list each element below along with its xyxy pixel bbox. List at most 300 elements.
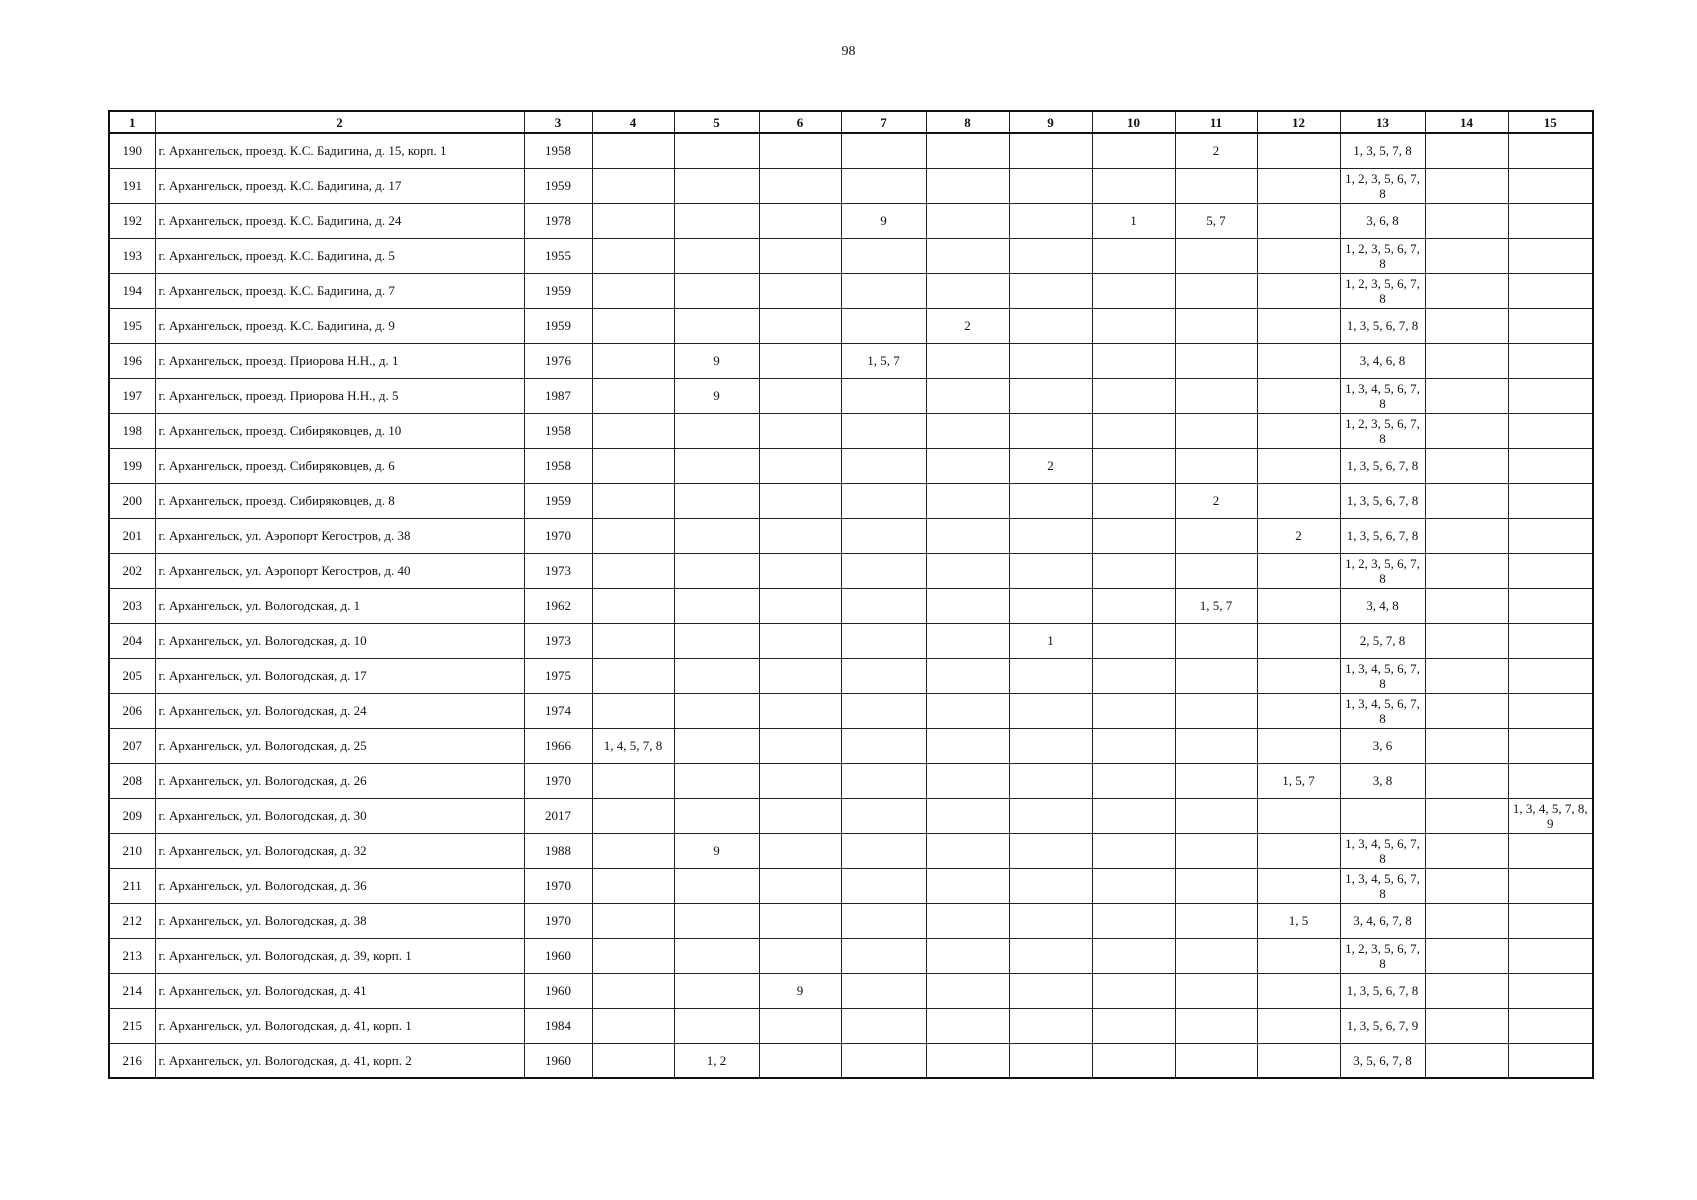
table-cell — [1175, 518, 1257, 553]
table-cell: 1955 — [524, 238, 592, 273]
table-cell — [1425, 448, 1508, 483]
table-cell — [1175, 693, 1257, 728]
table-cell — [674, 588, 759, 623]
table-cell — [1092, 1008, 1175, 1043]
table-cell — [841, 1043, 926, 1078]
column-header-2: 2 — [155, 111, 524, 133]
table-cell: 1960 — [524, 938, 592, 973]
table-cell — [1175, 553, 1257, 588]
table-cell: 1958 — [524, 413, 592, 448]
table-cell — [1425, 868, 1508, 903]
table-cell — [592, 623, 674, 658]
row-number-cell: 214 — [109, 973, 155, 1008]
row-number-cell: 201 — [109, 518, 155, 553]
table-cell: 1, 2, 3, 5, 6, 7, 8 — [1340, 938, 1425, 973]
table-cell — [1508, 728, 1593, 763]
table-cell: 2 — [1009, 448, 1092, 483]
table-cell — [1257, 343, 1340, 378]
table-row — [109, 973, 1593, 1008]
table-cell — [592, 448, 674, 483]
table-cell — [926, 133, 1009, 168]
table-cell — [1508, 588, 1593, 623]
table-cell — [592, 938, 674, 973]
table-row — [109, 763, 1593, 798]
table-cell — [1508, 903, 1593, 938]
table-cell — [674, 938, 759, 973]
row-number-cell: 194 — [109, 273, 155, 308]
table-row — [109, 273, 1593, 308]
table-cell — [1508, 273, 1593, 308]
column-header-8: 8 — [926, 111, 1009, 133]
table-cell — [1175, 448, 1257, 483]
table-cell — [674, 168, 759, 203]
table-cell — [1009, 308, 1092, 343]
table-cell — [592, 658, 674, 693]
table-cell — [759, 448, 841, 483]
table-cell — [926, 833, 1009, 868]
table-cell — [1508, 448, 1593, 483]
table-cell: 3, 4, 6, 7, 8 — [1340, 903, 1425, 938]
table-cell: 1973 — [524, 553, 592, 588]
table-cell — [592, 238, 674, 273]
table-cell — [1425, 658, 1508, 693]
table-cell — [1257, 588, 1340, 623]
table-cell — [841, 308, 926, 343]
row-number-cell: 202 — [109, 553, 155, 588]
table-cell — [674, 763, 759, 798]
table-cell — [841, 938, 926, 973]
table-cell: 2017 — [524, 798, 592, 833]
table-cell — [1508, 238, 1593, 273]
table-cell — [1092, 553, 1175, 588]
table-cell — [1092, 973, 1175, 1008]
address-cell: г. Архангельск, ул. Вологодская, д. 38 — [155, 903, 524, 938]
table-cell — [1175, 378, 1257, 413]
table-row — [109, 728, 1593, 763]
table-cell — [759, 763, 841, 798]
table-cell — [841, 973, 926, 1008]
table-cell — [1092, 588, 1175, 623]
table-cell — [1092, 133, 1175, 168]
row-number-cell: 207 — [109, 728, 155, 763]
table-cell — [674, 238, 759, 273]
table-cell — [1257, 413, 1340, 448]
table-cell: 2 — [1175, 483, 1257, 518]
row-number-cell: 197 — [109, 378, 155, 413]
table-cell — [1508, 343, 1593, 378]
table-body — [109, 133, 1593, 1078]
table-cell: 1970 — [524, 868, 592, 903]
table-cell — [1425, 378, 1508, 413]
column-header-6: 6 — [759, 111, 841, 133]
table-cell — [1092, 518, 1175, 553]
table-cell — [1175, 413, 1257, 448]
table-cell — [592, 378, 674, 413]
table-cell: 1, 3, 5, 6, 7, 8 — [1340, 448, 1425, 483]
table-cell — [1175, 728, 1257, 763]
table-cell — [759, 868, 841, 903]
table-cell: 1960 — [524, 973, 592, 1008]
table-cell — [841, 903, 926, 938]
address-cell: г. Архангельск, ул. Вологодская, д. 41 — [155, 973, 524, 1008]
table-cell — [1009, 1008, 1092, 1043]
table-cell — [1175, 343, 1257, 378]
table-cell: 3, 4, 6, 8 — [1340, 343, 1425, 378]
table-row — [109, 133, 1593, 168]
table-cell — [759, 693, 841, 728]
table-cell — [841, 1008, 926, 1043]
table-cell — [1009, 133, 1092, 168]
table-row — [109, 448, 1593, 483]
table-cell — [1092, 308, 1175, 343]
table-cell — [759, 903, 841, 938]
table-cell — [841, 238, 926, 273]
column-header-7: 7 — [841, 111, 926, 133]
table-cell — [1092, 693, 1175, 728]
table-cell — [1009, 238, 1092, 273]
row-number-cell: 199 — [109, 448, 155, 483]
address-cell: г. Архангельск, проезд. К.С. Бадигина, д. 17 — [155, 168, 524, 203]
table-cell — [759, 238, 841, 273]
address-cell: г. Архангельск, ул. Вологодская, д. 32 — [155, 833, 524, 868]
table-cell — [759, 623, 841, 658]
address-cell: г. Архангельск, проезд. К.С. Бадигина, д. 15, корп. 1 — [155, 133, 524, 168]
row-number-cell: 210 — [109, 833, 155, 868]
table-cell — [1175, 903, 1257, 938]
table-cell — [1257, 693, 1340, 728]
table-cell — [1092, 378, 1175, 413]
table-cell: 1, 3, 5, 6, 7, 8 — [1340, 518, 1425, 553]
table-cell — [1257, 308, 1340, 343]
row-number-cell: 216 — [109, 1043, 155, 1078]
table-cell — [674, 868, 759, 903]
table-cell — [841, 378, 926, 413]
table-cell — [1508, 973, 1593, 1008]
address-cell: г. Архангельск, ул. Вологодская, д. 10 — [155, 623, 524, 658]
table-cell — [1092, 903, 1175, 938]
table-cell — [1425, 693, 1508, 728]
table-cell — [841, 133, 926, 168]
table-cell — [1257, 728, 1340, 763]
table-cell — [1009, 693, 1092, 728]
table-cell — [1009, 1043, 1092, 1078]
table-cell — [1508, 133, 1593, 168]
address-cell: г. Архангельск, ул. Вологодская, д. 1 — [155, 588, 524, 623]
table-cell — [674, 203, 759, 238]
table-cell — [1092, 483, 1175, 518]
table-cell — [759, 658, 841, 693]
table-cell: 1, 3, 5, 7, 8 — [1340, 133, 1425, 168]
row-number-cell: 208 — [109, 763, 155, 798]
table-cell — [1009, 273, 1092, 308]
table-cell — [1425, 518, 1508, 553]
row-number-cell: 200 — [109, 483, 155, 518]
table-row — [109, 378, 1593, 413]
table-cell — [1257, 238, 1340, 273]
table-cell: 1, 3, 4, 5, 7, 8, 9 — [1508, 798, 1593, 833]
table-cell — [759, 1043, 841, 1078]
table-cell — [759, 1008, 841, 1043]
address-cell: г. Архангельск, проезд. Сибиряковцев, д. 6 — [155, 448, 524, 483]
table-cell — [1508, 308, 1593, 343]
table-cell — [841, 763, 926, 798]
table-cell — [1175, 238, 1257, 273]
table-cell — [1175, 658, 1257, 693]
table-row — [109, 168, 1593, 203]
table-cell — [1340, 798, 1425, 833]
table-cell — [759, 378, 841, 413]
table-cell — [1257, 448, 1340, 483]
table-cell — [1092, 763, 1175, 798]
table-cell — [1425, 168, 1508, 203]
address-cell: г. Архангельск, ул. Аэропорт Кегостров, д. 40 — [155, 553, 524, 588]
address-cell: г. Архангельск, ул. Вологодская, д. 30 — [155, 798, 524, 833]
table-cell — [841, 728, 926, 763]
table-cell — [674, 553, 759, 588]
row-number-cell: 209 — [109, 798, 155, 833]
table-cell — [1257, 133, 1340, 168]
table-cell — [926, 273, 1009, 308]
table-cell — [1257, 833, 1340, 868]
address-cell: г. Архангельск, ул. Вологодская, д. 39, корп. 1 — [155, 938, 524, 973]
table-row — [109, 518, 1593, 553]
table-cell — [759, 308, 841, 343]
table-cell — [592, 1008, 674, 1043]
table-cell — [1425, 798, 1508, 833]
table-cell — [759, 343, 841, 378]
table-cell — [1257, 378, 1340, 413]
table-cell — [1425, 623, 1508, 658]
table-cell — [1508, 693, 1593, 728]
column-header-12: 12 — [1257, 111, 1340, 133]
table-cell: 2, 5, 7, 8 — [1340, 623, 1425, 658]
table-cell: 1962 — [524, 588, 592, 623]
table-cell: 1, 2 — [674, 1043, 759, 1078]
table-cell: 9 — [841, 203, 926, 238]
table-cell — [1425, 588, 1508, 623]
column-header-13: 13 — [1340, 111, 1425, 133]
table-cell — [674, 973, 759, 1008]
table-cell — [1092, 343, 1175, 378]
table-cell — [1425, 973, 1508, 1008]
table-cell — [1009, 378, 1092, 413]
table-cell: 3, 6, 8 — [1340, 203, 1425, 238]
table-cell — [1092, 238, 1175, 273]
row-number-cell: 191 — [109, 168, 155, 203]
table-cell — [926, 343, 1009, 378]
table-cell — [1092, 273, 1175, 308]
table-cell — [592, 413, 674, 448]
table-cell — [926, 448, 1009, 483]
table-cell — [1508, 763, 1593, 798]
table-cell — [1508, 623, 1593, 658]
address-cell: г. Архангельск, проезд. К.С. Бадигина, д. 5 — [155, 238, 524, 273]
table-row — [109, 483, 1593, 518]
table-cell — [1092, 798, 1175, 833]
table-cell — [674, 483, 759, 518]
table-cell — [1009, 938, 1092, 973]
column-header-4: 4 — [592, 111, 674, 133]
column-header-14: 14 — [1425, 111, 1508, 133]
table-cell — [759, 133, 841, 168]
table-cell — [1508, 553, 1593, 588]
table-cell — [592, 518, 674, 553]
table-row — [109, 1008, 1593, 1043]
table-cell: 1, 3, 5, 6, 7, 8 — [1340, 308, 1425, 343]
table-cell: 1, 5, 7 — [1175, 588, 1257, 623]
table-cell — [1508, 413, 1593, 448]
table-cell: 1984 — [524, 1008, 592, 1043]
table-cell: 1974 — [524, 693, 592, 728]
table-cell — [592, 868, 674, 903]
table-row — [109, 938, 1593, 973]
row-number-cell: 193 — [109, 238, 155, 273]
table-cell: 1959 — [524, 273, 592, 308]
table-cell — [759, 728, 841, 763]
table-cell: 1973 — [524, 623, 592, 658]
table-cell: 1, 3, 5, 6, 7, 8 — [1340, 973, 1425, 1008]
table-cell — [926, 378, 1009, 413]
table-cell — [1092, 168, 1175, 203]
table-cell: 1, 5, 7 — [1257, 763, 1340, 798]
address-cell: г. Архангельск, ул. Вологодская, д. 17 — [155, 658, 524, 693]
table-cell — [1257, 168, 1340, 203]
address-cell: г. Архангельск, ул. Вологодская, д. 41, корп. 2 — [155, 1043, 524, 1078]
table-cell — [1425, 413, 1508, 448]
table-cell — [841, 588, 926, 623]
table-cell — [1175, 168, 1257, 203]
table-cell — [1009, 168, 1092, 203]
table-cell — [759, 273, 841, 308]
table-header — [109, 111, 1593, 133]
address-cell: г. Архангельск, ул. Вологодская, д. 25 — [155, 728, 524, 763]
table-cell: 1, 3, 4, 5, 6, 7, 8 — [1340, 693, 1425, 728]
table-cell: 1, 3, 5, 6, 7, 9 — [1340, 1008, 1425, 1043]
table-cell: 1958 — [524, 133, 592, 168]
column-header-10: 10 — [1092, 111, 1175, 133]
table-cell — [1009, 728, 1092, 763]
table-cell: 1958 — [524, 448, 592, 483]
table-cell — [841, 833, 926, 868]
table-cell — [841, 798, 926, 833]
table-cell — [1257, 798, 1340, 833]
table-cell — [1508, 483, 1593, 518]
table-cell: 1 — [1092, 203, 1175, 238]
table-cell — [1508, 658, 1593, 693]
table-cell — [1508, 1008, 1593, 1043]
table-cell — [926, 553, 1009, 588]
address-cell: г. Архангельск, ул. Аэропорт Кегостров, д. 38 — [155, 518, 524, 553]
table-row — [109, 238, 1593, 273]
table-cell — [592, 133, 674, 168]
table-cell — [1175, 798, 1257, 833]
table-cell: 3, 8 — [1340, 763, 1425, 798]
table-cell — [1175, 623, 1257, 658]
table-cell — [1425, 133, 1508, 168]
table-cell — [1425, 1008, 1508, 1043]
table-cell — [674, 623, 759, 658]
table-cell — [926, 518, 1009, 553]
table-cell: 1 — [1009, 623, 1092, 658]
table-cell: 1959 — [524, 308, 592, 343]
table-row — [109, 588, 1593, 623]
table-cell — [592, 833, 674, 868]
table-cell: 1, 2, 3, 5, 6, 7, 8 — [1340, 238, 1425, 273]
table-cell — [1009, 833, 1092, 868]
table-cell: 1976 — [524, 343, 592, 378]
table-cell — [841, 483, 926, 518]
table-cell — [592, 693, 674, 728]
table-row — [109, 553, 1593, 588]
table-cell — [1092, 728, 1175, 763]
row-number-cell: 190 — [109, 133, 155, 168]
table-cell: 1966 — [524, 728, 592, 763]
table-cell — [674, 903, 759, 938]
table-cell: 9 — [674, 343, 759, 378]
table-cell: 1, 3, 4, 5, 6, 7, 8 — [1340, 658, 1425, 693]
table-row — [109, 623, 1593, 658]
table-cell — [1092, 868, 1175, 903]
table-cell — [1175, 938, 1257, 973]
column-header-11: 11 — [1175, 111, 1257, 133]
table-cell — [759, 483, 841, 518]
table-cell — [592, 588, 674, 623]
table-cell — [674, 658, 759, 693]
table-cell — [1257, 483, 1340, 518]
table-cell: 2 — [1175, 133, 1257, 168]
table-cell: 1, 3, 4, 5, 6, 7, 8 — [1340, 833, 1425, 868]
table-cell — [1175, 1008, 1257, 1043]
table-cell: 1978 — [524, 203, 592, 238]
address-cell: г. Архангельск, проезд. К.С. Бадигина, д. 24 — [155, 203, 524, 238]
table-row — [109, 413, 1593, 448]
table-cell — [926, 413, 1009, 448]
table-cell: 1, 5 — [1257, 903, 1340, 938]
table-cell — [1092, 1043, 1175, 1078]
table-row — [109, 903, 1593, 938]
table-cell: 1970 — [524, 763, 592, 798]
table-cell: 1970 — [524, 903, 592, 938]
table-cell — [1425, 763, 1508, 798]
table-cell — [926, 938, 1009, 973]
table-cell — [1175, 833, 1257, 868]
table-cell — [1425, 203, 1508, 238]
row-number-cell: 198 — [109, 413, 155, 448]
table-cell — [1009, 518, 1092, 553]
table-cell — [1175, 868, 1257, 903]
table-cell: 9 — [674, 833, 759, 868]
table-cell — [592, 798, 674, 833]
table-cell: 1, 2, 3, 5, 6, 7, 8 — [1340, 273, 1425, 308]
table-cell — [674, 693, 759, 728]
table-cell — [1425, 1043, 1508, 1078]
table-cell — [1092, 623, 1175, 658]
table-cell — [926, 168, 1009, 203]
table-cell — [926, 693, 1009, 728]
row-number-cell: 211 — [109, 868, 155, 903]
table-cell: 1988 — [524, 833, 592, 868]
table-cell — [1092, 448, 1175, 483]
table-cell — [592, 903, 674, 938]
table-cell — [759, 833, 841, 868]
row-number-cell: 212 — [109, 903, 155, 938]
table-cell — [926, 658, 1009, 693]
row-number-cell: 203 — [109, 588, 155, 623]
table-cell — [1009, 553, 1092, 588]
table-cell — [1257, 623, 1340, 658]
table-cell — [841, 448, 926, 483]
table-cell — [592, 1043, 674, 1078]
